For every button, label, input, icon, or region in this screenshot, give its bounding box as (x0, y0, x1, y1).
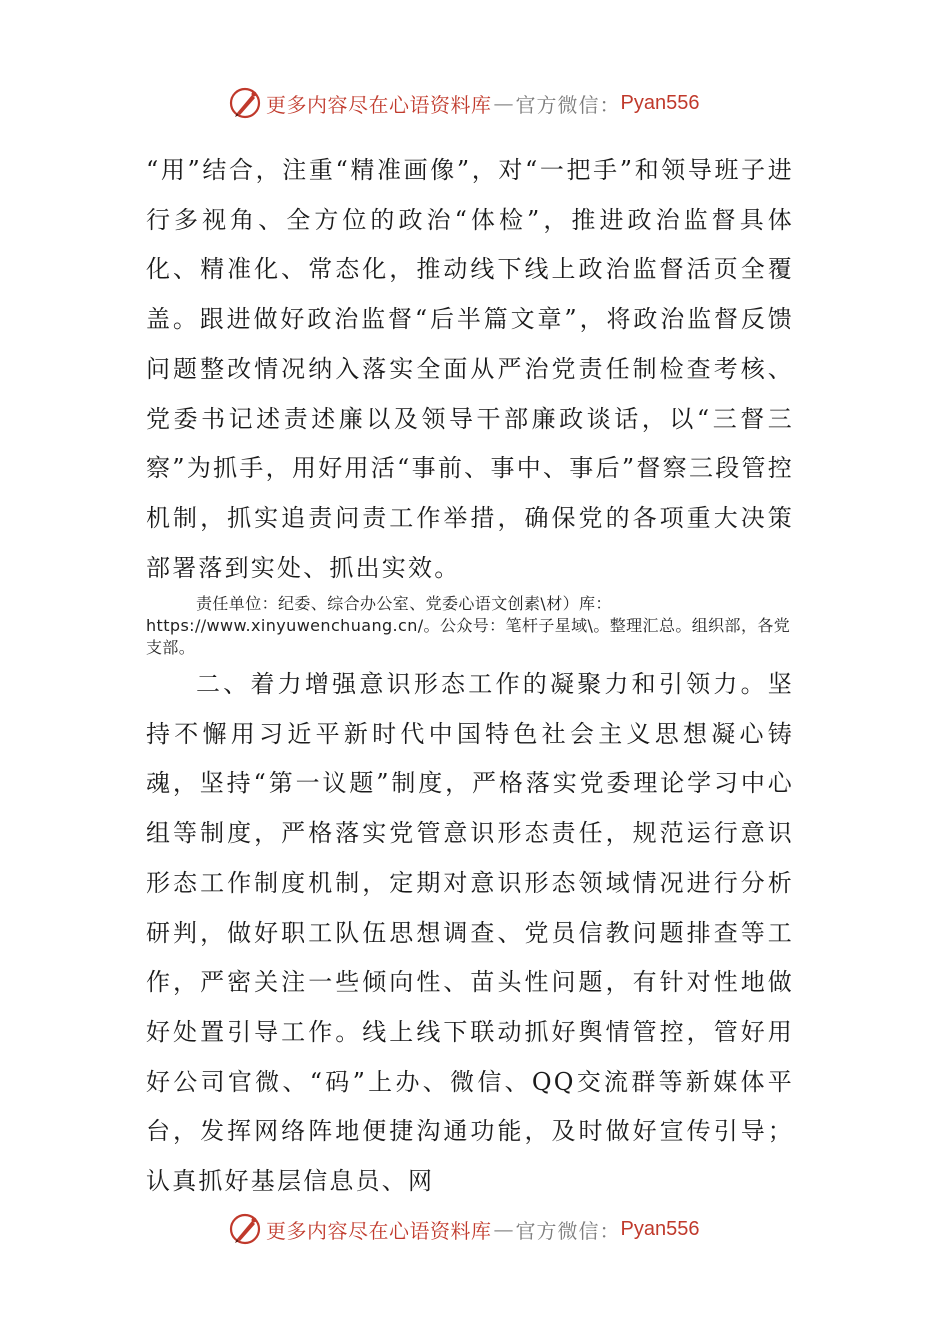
pen-logo-icon (228, 1212, 262, 1246)
watermark-label: 官方微信： (515, 1218, 621, 1243)
pen-logo-icon (228, 86, 262, 120)
header-watermark (228, 86, 699, 120)
watermark-label: 官方微信： (515, 92, 621, 117)
responsibility-note: 责任单位：纪委、综合办公室、党委心语文创素\材）库：https://www.xinyuwenchuang.cn/。公众号：笔杆子星域\。整理汇总。组织部，各党支部。 (146, 594, 791, 657)
watermark-wechat-id: Pyan556 (620, 1217, 700, 1240)
watermark-dash: — (493, 91, 514, 115)
body-paragraph-2: 二、着力增强意识形态工作的凝聚力和引领力。坚持不懈用习近平新时代中国特色社会主义思想凝心铸魂，坚持“第一议题”制度，严格落实党委理论学习中心组等制度，严格落实党管意识形态责任，规范运行意识形态工作制度机制，定期对意识形态领域情况进行分析研判，做好职工队伍思想调查、党员信教问题排查等工作，严密关注一些倾向性、苗头性问题，有针对性地做好处置引导工作。线上线下联动抓好舆情管控，管好用好公司官微、“码”上办、微信、QQ交流群等新媒体平台，发挥网络阵地便捷沟通功能，及时做好宣传引导；认真抓好基层信息员、网 (146, 670, 794, 1196)
footer-watermark (228, 1212, 699, 1246)
watermark-wechat-id: Pyan556 (620, 91, 700, 114)
watermark-dash: — (493, 1217, 514, 1241)
watermark-site-text: 更多内容尽在心语资料库 (266, 1218, 492, 1243)
watermark-site-text: 更多内容尽在心语资料库 (266, 92, 492, 117)
body-paragraph-1: “用”结合，注重“精准画像”，对“一把手”和领导班子进行多视角、全方位的政治“体检”，推进政治监督具体化、精准化、常态化，推动线下线上政治监督活页全覆盖。跟进做好政治监督“后半篇文章”，将政治监督反馈问题整改情况纳入落实全面从严治党责任制检查考核、党委书记述责述廉以及领导干部廉政谈话，以“三督三察”为抓手，用好用活“事前、事中、事后”督察三段管控机制，抓实追责问责工作举措，确保党的各项重大决策部署落到实处、抓出实效。 (146, 156, 794, 582)
